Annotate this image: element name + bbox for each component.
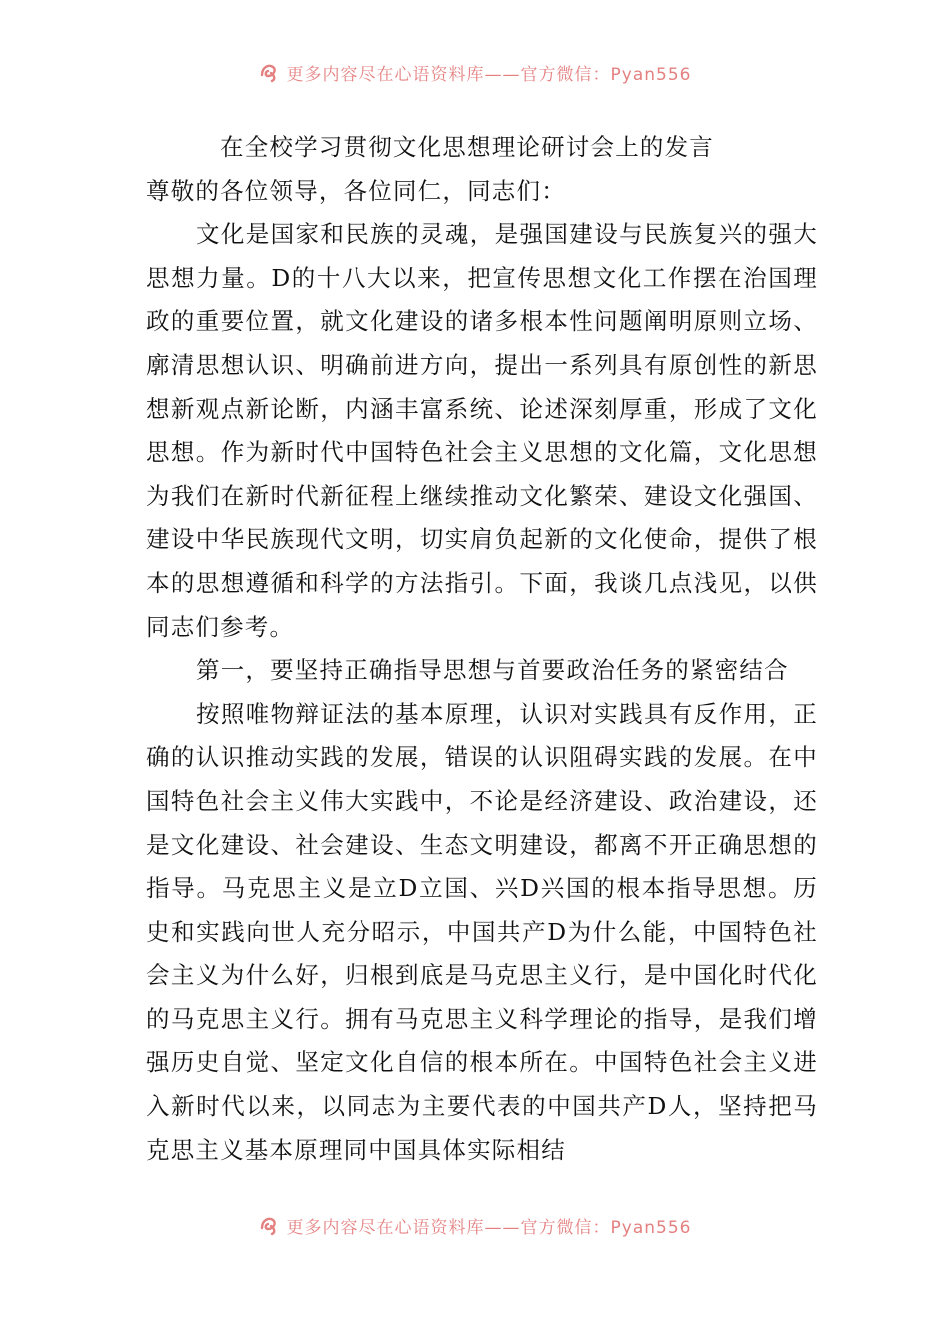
salutation: 尊敬的各位领导，各位同仁，同志们： [146, 176, 566, 205]
document-body [146, 126, 818, 1172]
watermark-text: 更多内容尽在心语资料库——官方微信：Pyan556 [286, 1217, 692, 1238]
document-title: 在全校学习贯彻文化思想理论研讨会上的发言 [220, 133, 714, 161]
watermark-logo-icon [259, 61, 281, 83]
section-paragraph: 按照唯物辩证法的基本原理，认识对实践具有反作用，正确的认识推动实践的发展，错误的认识阻碍实践的发展。在中国特色社会主义伟大实践中，不论是经济建设、政治建设，还是文化建设、社会建设、生态文明建设，都离不开正确思想的指导。马克思主义是立D立国、兴D兴国的根本指导思想。历史和实践向世人充分昭示，中国共产D为什么能，中国特色社会主义为什么好，归根到底是马克思主义行，是中国化时代化的马克思主义行。拥有马克思主义科学理论的指导，是我们增强历史自觉、坚定文化自信的根本所在。中国特色社会主义进入新时代以来，以同志为主要代表的中国共产D人，坚持把马克思主义基本原理同中国具体实际相结 [146, 699, 818, 1164]
watermark-text: 更多内容尽在心语资料库——官方微信：Pyan556 [286, 64, 692, 85]
intro-paragraph: 文化是国家和民族的灵魂，是强国建设与民族复兴的强大思想力量。D的十八大以来，把宣传思想文化工作摆在治国理政的重要位置，就文化建设的诸多根本性问题阐明原则立场、廓清思想认识、明确前进方向，提出一系列具有原创性的新思想新观点新论断，内涵丰富系统、论述深刻厚重，形成了文化思想。作为新时代中国特色社会主义思想的文化篇，文化思想为我们在新时代新征程上继续推动文化繁荣、建设文化强国、建设中华民族现代文明，切实肩负起新的文化使命，提供了根本的思想遵循和科学的方法指引。下面，我谈几点浅见，以供同志们参考。 [146, 220, 818, 641]
footer-watermark [0, 1210, 950, 1240]
header-watermark [0, 57, 950, 87]
watermark-logo-icon [259, 1214, 281, 1236]
section-heading: 第一，要坚持正确指导思想与首要政治任务的紧密结合 [196, 656, 789, 685]
